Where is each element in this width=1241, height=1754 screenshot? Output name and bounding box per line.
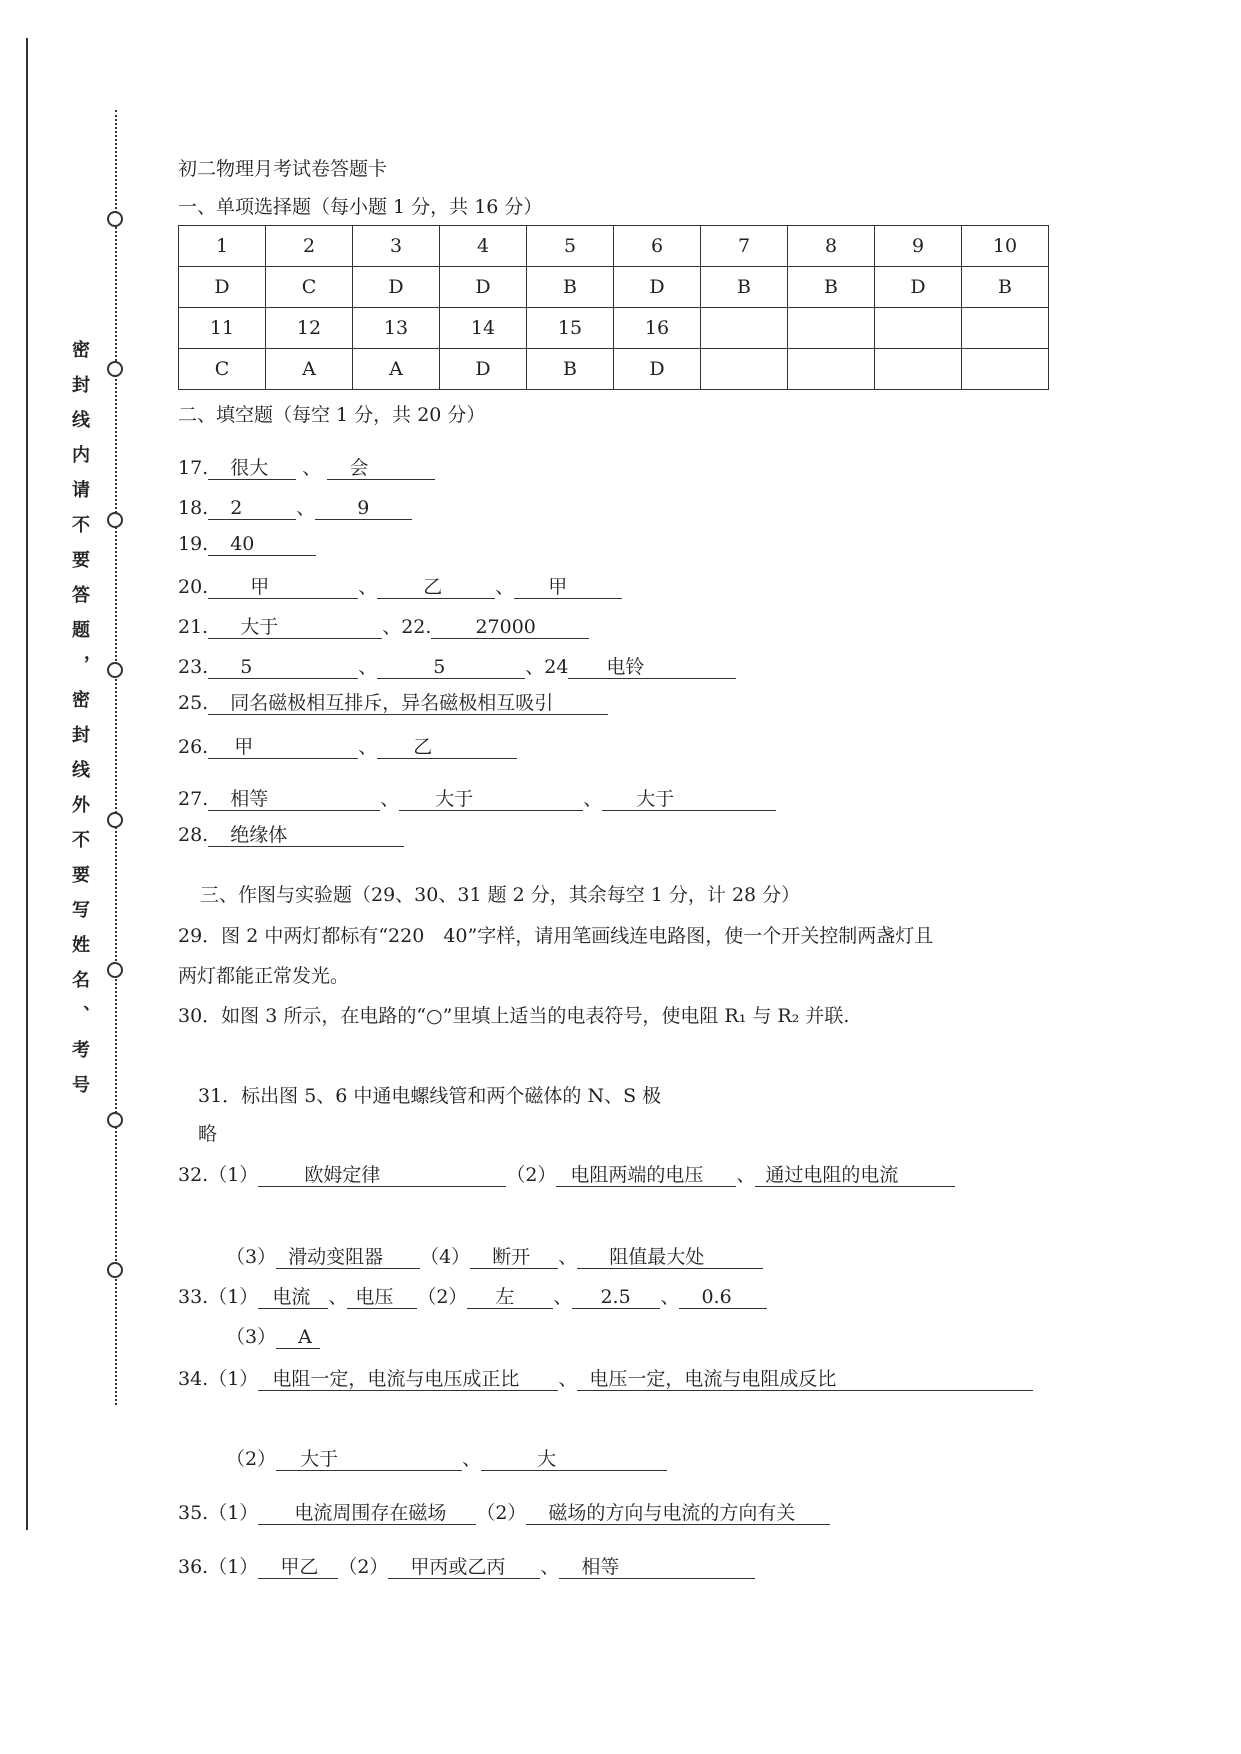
separator: 、: [495, 576, 515, 598]
question-number: 17.: [178, 457, 209, 479]
answer-blank: 甲: [208, 576, 358, 599]
answer-blank: 0.6: [679, 1286, 767, 1309]
separator: 、: [540, 1556, 560, 1578]
question-number: 28.: [178, 824, 209, 846]
table-cell: 8: [788, 226, 875, 267]
question-18: [178, 493, 412, 519]
table-cell: [788, 349, 875, 390]
answer-blank: 电压一定，电流与电阻成反比: [577, 1368, 1033, 1391]
question-31: 31．标出图 5、6 中通电螺线管和两个磁体的 N、S 极: [198, 1085, 662, 1107]
answer-blank: 9: [315, 497, 412, 520]
question-32: [178, 1160, 955, 1186]
table-cell: D: [440, 267, 527, 308]
question-25: [178, 692, 608, 714]
question-27: [178, 784, 776, 810]
question-number: 25.: [178, 692, 209, 714]
table-cell: 4: [440, 226, 527, 267]
binding-hole: [107, 211, 123, 227]
table-cell: 14: [440, 308, 527, 349]
table-cell: D: [614, 267, 701, 308]
separator: 、: [358, 656, 378, 678]
table-cell: 6: [614, 226, 701, 267]
table-cell: 9: [875, 226, 962, 267]
separator: 、: [302, 457, 322, 479]
separator: 、: [462, 1448, 482, 1470]
answer-blank: 大: [481, 1448, 667, 1471]
choice-answer-table: [178, 225, 1049, 390]
table-cell: B: [527, 267, 614, 308]
separator: 、: [558, 1246, 578, 1268]
question-20: [178, 572, 622, 598]
answer-blank: 5: [377, 656, 525, 679]
binding-hole: [107, 1112, 123, 1128]
part-label: （2）: [338, 1556, 389, 1578]
question-33-cont: [226, 1322, 320, 1348]
question-32-cont: [226, 1242, 763, 1268]
table-cell: 7: [701, 226, 788, 267]
binding-hole: [107, 812, 123, 828]
table-row: [179, 349, 1049, 390]
answer-blank: 欧姆定律: [258, 1164, 506, 1187]
answer-blank: 磁场的方向与电流的方向有关: [526, 1502, 830, 1525]
table-cell: C: [179, 349, 266, 390]
separator: 、24: [525, 656, 569, 678]
table-cell: [788, 308, 875, 349]
part-label: （2）: [506, 1164, 557, 1186]
part-label: （3）: [226, 1326, 277, 1348]
answer-blank: 阻值最大处: [577, 1246, 763, 1269]
question-23-24: [178, 652, 736, 678]
table-cell: 11: [179, 308, 266, 349]
separator: 、: [553, 1286, 573, 1308]
table-cell: [962, 349, 1049, 390]
question-28: [178, 824, 404, 846]
table-cell: B: [527, 349, 614, 390]
answer-blank: 27000: [431, 616, 589, 639]
table-cell: B: [962, 267, 1049, 308]
answer-blank: 绝缘体: [208, 824, 404, 847]
table-cell: D: [440, 349, 527, 390]
separator: 、: [660, 1286, 680, 1308]
answer-blank: 电阻两端的电压: [556, 1164, 736, 1187]
answer-blank: 甲丙或乙丙: [388, 1556, 540, 1579]
answer-blank: 电阻一定，电流与电压成正比: [258, 1368, 558, 1391]
question-35: [178, 1498, 830, 1524]
binding-hole: [107, 962, 123, 978]
answer-blank: 甲: [208, 736, 358, 759]
answer-blank: 40: [208, 533, 316, 556]
answer-blank: 电铃: [568, 656, 736, 679]
binding-hole: [107, 662, 123, 678]
separator: 、: [583, 788, 603, 810]
question-number: 18.: [178, 497, 209, 519]
answer-blank: 大于: [602, 788, 776, 811]
answer-blank: 电流周围存在磁场: [258, 1502, 476, 1525]
separator: 、: [558, 1368, 578, 1390]
part-label: （2）: [226, 1448, 277, 1470]
question-number: 26.: [178, 736, 209, 758]
question-26: [178, 732, 517, 758]
table-cell: [962, 308, 1049, 349]
table-cell: A: [353, 349, 440, 390]
separator: 、: [296, 497, 316, 519]
question-number: 36.（1）: [178, 1556, 259, 1578]
question-number: 35.（1）: [178, 1502, 259, 1524]
question-36: [178, 1552, 755, 1578]
answer-blank: 大于: [276, 1448, 462, 1471]
binding-hole: [107, 512, 123, 528]
seal-dotted-line: [115, 110, 117, 1405]
answer-blank: 2: [208, 497, 296, 520]
answer-blank: 乙: [377, 576, 495, 599]
question-17: [178, 453, 435, 479]
table-cell: D: [353, 267, 440, 308]
answer-blank: 断开: [470, 1246, 558, 1269]
answer-blank: 滑动变阻器: [276, 1246, 420, 1269]
table-cell: 13: [353, 308, 440, 349]
answer-blank: 电流: [258, 1286, 328, 1309]
question-number: 33.（1）: [178, 1286, 259, 1308]
table-cell: D: [875, 267, 962, 308]
question-number: 27.: [178, 788, 209, 810]
answer-blank: A: [276, 1326, 320, 1349]
question-21-22: [178, 612, 589, 638]
table-cell: 3: [353, 226, 440, 267]
page-title: 初二物理月考试卷答题卡: [178, 158, 388, 180]
answer-blank: 左: [467, 1286, 553, 1309]
question-number: 21.: [178, 616, 209, 638]
separator: 、22.: [382, 616, 432, 638]
question-19: [178, 533, 316, 555]
table-cell: [701, 349, 788, 390]
answer-blank: 大于: [208, 616, 382, 639]
table-cell: A: [266, 349, 353, 390]
answer-blank: 大于: [399, 788, 583, 811]
table-cell: 1: [179, 226, 266, 267]
separator: 、: [380, 788, 400, 810]
answer-blank: 会: [327, 457, 435, 480]
table-cell: B: [788, 267, 875, 308]
question-34: [178, 1364, 1033, 1390]
table-cell: 15: [527, 308, 614, 349]
answer-blank: 乙: [377, 736, 517, 759]
answer-blank: 电压: [347, 1286, 417, 1309]
table-cell: D: [614, 349, 701, 390]
margin-rule: [26, 38, 28, 1530]
table-cell: [875, 349, 962, 390]
answer-blank: 甲乙: [258, 1556, 338, 1579]
question-29-cont: 两灯都能正常发光。: [178, 965, 350, 987]
question-29: 29．图 2 中两灯都标有“220 40”字样，请用笔画线连电路图，使一个开关控制两盏灯且: [178, 925, 934, 947]
question-33: [178, 1282, 767, 1308]
answer-blank: 相等: [559, 1556, 755, 1579]
table-row: [179, 226, 1049, 267]
answer-blank: 同名磁极相互排斥，异名磁极相互吸引: [208, 692, 608, 715]
answer-blank: 通过电阻的电流: [755, 1164, 955, 1187]
question-number: 20.: [178, 576, 209, 598]
answer-blank: 很大: [208, 457, 296, 480]
question-number: 34.（1）: [178, 1368, 259, 1390]
separator: 、: [736, 1164, 756, 1186]
question-number: 19.: [178, 533, 209, 555]
table-row: [179, 267, 1049, 308]
separator: 、: [328, 1286, 348, 1308]
table-cell: 12: [266, 308, 353, 349]
separator: 、: [358, 736, 378, 758]
section2-heading: 二、填空题（每空 1 分，共 20 分）: [178, 404, 486, 426]
part-label: （2）: [417, 1286, 468, 1308]
seal-line-warning: 密封线内请不要答题，密封线外不要写姓名、考号: [69, 340, 90, 1110]
answer-blank: 2.5: [572, 1286, 660, 1309]
table-cell: 16: [614, 308, 701, 349]
part-label: （3）: [226, 1246, 277, 1268]
question-number: 23.: [178, 656, 209, 678]
part-label: （2）: [476, 1502, 527, 1524]
answer-blank: 相等: [208, 788, 380, 811]
section3-heading: 三、作图与实验题（29、30、31 题 2 分，其余每空 1 分，计 28 分）: [200, 884, 801, 906]
question-30: 30．如图 3 所示，在电路的“○”里填上适当的电表符号，使电阻 R₁ 与 R₂ 并联.: [178, 1005, 850, 1027]
table-cell: C: [266, 267, 353, 308]
part-label: （4）: [420, 1246, 471, 1268]
separator: 、: [358, 576, 378, 598]
answer-blank: 5: [208, 656, 358, 679]
binding-hole: [107, 361, 123, 377]
table-cell: 10: [962, 226, 1049, 267]
question-31-answer: 略: [198, 1123, 218, 1145]
table-cell: [701, 308, 788, 349]
table-cell: 5: [527, 226, 614, 267]
table-cell: [875, 308, 962, 349]
question-34-cont: [226, 1444, 667, 1470]
table-cell: D: [179, 267, 266, 308]
table-cell: 2: [266, 226, 353, 267]
section1-heading: 一、单项选择题（每小题 1 分，共 16 分）: [178, 196, 543, 218]
binding-hole: [107, 1262, 123, 1278]
question-number: 32.（1）: [178, 1164, 259, 1186]
table-row: [179, 308, 1049, 349]
answer-blank: 甲: [514, 576, 622, 599]
table-cell: B: [701, 267, 788, 308]
